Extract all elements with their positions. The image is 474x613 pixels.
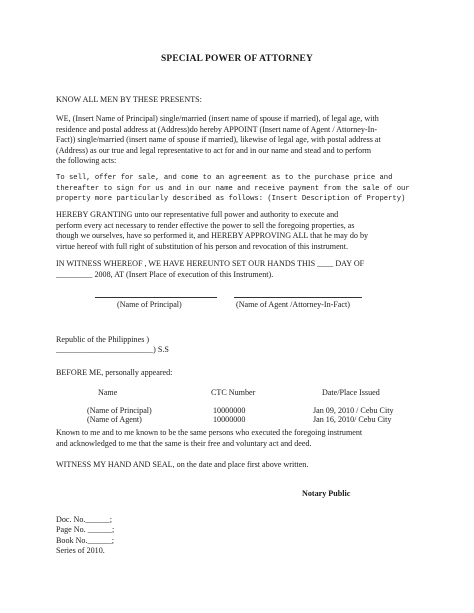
paragraph-line: To sell, offer for sale, and come to an agreement as to the purchase price and	[56, 174, 393, 182]
paragraph-line: residence and postal address at (Address)do hereby APPOINT (Insert name of Agent / Attorney-In-	[56, 124, 378, 134]
paragraph-witness	[56, 259, 426, 280]
know-all-heading	[56, 95, 426, 106]
paragraph-line: property more particularly described as follows: (Insert Description of Property)	[56, 195, 406, 204]
paragraph-known	[56, 428, 426, 449]
paragraph-granting	[56, 210, 426, 252]
paragraph-appointment	[56, 114, 426, 167]
signature-label-principal: (Name of Principal)	[117, 300, 182, 309]
table-row-principal-date: Jan 09, 2010 / Cebu City	[313, 406, 394, 415]
paragraph-line: Fact)) single/married (insert name of spouse if married), likewise of legal age, with postal address at	[56, 135, 381, 145]
page-no-line: Page No. ______;	[56, 525, 115, 535]
signature-line-principal	[95, 297, 217, 298]
paragraph-acts	[56, 173, 426, 205]
republic-line: Republic of the Philippines )	[56, 335, 150, 344]
table-header-name: Name	[98, 388, 118, 397]
before-me-text: BEFORE ME, personally appeared:	[56, 368, 173, 377]
document-title: SPECIAL POWER OF ATTORNEY	[161, 54, 313, 64]
know-all-text: KNOW ALL MEN BY THESE PRESENTS:	[56, 95, 202, 104]
table-header-date: Date/Place Issued	[322, 388, 380, 397]
table-header-ctc: CTC Number	[211, 388, 256, 397]
paragraph-line: IN WITNESS WHEREOF , WE HAVE HEREUNTO SET OUR HANDS THIS ____ DAY OF	[56, 259, 365, 268]
paragraph-line: HEREBY GRANTING unto our representative full power and authority to execute and	[56, 210, 339, 219]
table-row-agent-name: (Name of Agent)	[87, 415, 142, 424]
paragraph-line: the following acts:	[56, 156, 117, 166]
signature-line-agent	[234, 297, 362, 298]
doc-reference-block	[56, 515, 426, 557]
series-line: Series of 2010.	[56, 546, 105, 556]
paragraph-line: though we ourselves, have so performed it, and HEREBY APPROVING ALL that he may do by	[56, 231, 369, 241]
doc-no-line: Doc. No.______;	[56, 515, 112, 524]
signature-label-agent: (Name of Agent /Attorney-In-Fact)	[236, 300, 350, 309]
notary-public-label: Notary Public	[302, 489, 351, 498]
table-row-agent-date: Jan 16, 2010/ Cebu City	[313, 415, 392, 424]
paragraph-line: perform every act necessary to render effective the power to sell the foregoing properties, as	[56, 220, 355, 230]
paragraph-line: virtue hereof with full right of substitution of his person and revocation of this instrument.	[56, 241, 348, 251]
paragraph-line: (Address) as our true and legal representative to act for and in our name and stead and to perform	[56, 145, 372, 155]
paragraph-line: _________ 2008, AT (Insert Place of execution of this Instrument).	[56, 269, 274, 279]
table-row-principal-name: (Name of Principal)	[87, 406, 152, 415]
witness-hand-text: WITNESS MY HAND AND SEAL, on the date and place first above written.	[56, 460, 309, 469]
table-row-agent-ctc: 10000000	[213, 415, 246, 424]
ss-line: ________________________) S.S	[56, 345, 169, 354]
paragraph-line: WE, (Insert Name of Principal) single/married (insert name of spouse if married), of legal age, with	[56, 114, 379, 123]
paragraph-line: Known to me and to me known to be the same persons who executed the foregoing instrument	[56, 428, 363, 437]
book-no-line: Book No.______;	[56, 535, 115, 545]
paragraph-line: thereafter to sign for us and in our name and receive payment from the sale of our	[56, 184, 410, 193]
paragraph-line: and acknowledged to me that the same is their free and voluntary act and deed.	[56, 438, 312, 448]
table-row-principal-ctc: 10000000	[213, 406, 246, 415]
